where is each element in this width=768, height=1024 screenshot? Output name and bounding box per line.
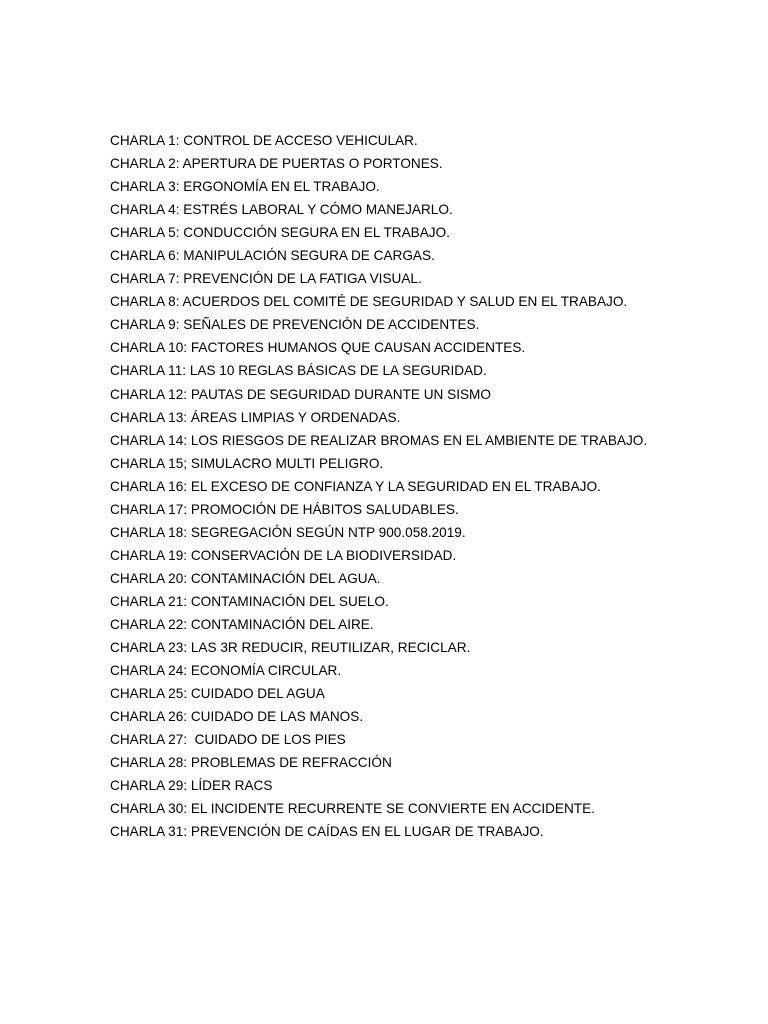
charla-item-30: CHARLA 30: EL INCIDENTE RECURRENTE SE CONVIERTE EN ACCIDENTE. (110, 801, 595, 817)
charla-item-15: CHARLA 15; SIMULACRO MULTI PELIGRO. (110, 455, 384, 471)
charla-item-9: CHARLA 9: SEÑALES DE PREVENCIÓN DE ACCIDENTES. (110, 317, 480, 333)
charla-item-14: CHARLA 14: LOS RIESGOS DE REALIZAR BROMAS EN EL AMBIENTE DE TRABAJO. (110, 432, 648, 448)
charla-item-21: CHARLA 21: CONTAMINACIÓN DEL SUELO. (110, 593, 389, 609)
charla-item-19: CHARLA 19: CONSERVACIÓN DE LA BIODIVERSIDAD. (110, 547, 457, 563)
charla-list (110, 129, 750, 843)
charla-item-18: CHARLA 18: SEGREGACIÓN SEGÚN NTP 900.058.2019. (110, 524, 466, 540)
charla-item-29: CHARLA 29: LÍDER RACS (110, 778, 273, 794)
charla-item-3: CHARLA 3: ERGONOMÍA EN EL TRABAJO. (110, 179, 380, 195)
charla-item-28: CHARLA 28: PROBLEMAS DE REFRACCIÓN (110, 755, 392, 771)
charla-item-13: CHARLA 13: ÁREAS LIMPIAS Y ORDENADAS. (110, 409, 401, 425)
charla-item-26: CHARLA 26: CUIDADO DE LAS MANOS. (110, 709, 364, 725)
charla-item-11: CHARLA 11: LAS 10 REGLAS BÁSICAS DE LA SEGURIDAD. (110, 363, 487, 379)
charla-item-12: CHARLA 12: PAUTAS DE SEGURIDAD DURANTE UN SISMO (110, 386, 491, 402)
charla-item-8: CHARLA 8: ACUERDOS DEL COMITÉ DE SEGURIDAD Y SALUD EN EL TRABAJO. (110, 294, 628, 310)
charla-item-23: CHARLA 23: LAS 3R REDUCIR, REUTILIZAR, RECICLAR. (110, 640, 471, 656)
charla-item-10: CHARLA 10: FACTORES HUMANOS QUE CAUSAN ACCIDENTES. (110, 340, 526, 356)
charla-item-4: CHARLA 4: ESTRÉS LABORAL Y CÓMO MANEJARLO. (110, 202, 453, 218)
charla-item-17: CHARLA 17: PROMOCIÓN DE HÁBITOS SALUDABLES. (110, 501, 459, 517)
charla-item-31: CHARLA 31: PREVENCIÓN DE CAÍDAS EN EL LUGAR DE TRABAJO. (110, 824, 544, 840)
charla-item-16: CHARLA 16: EL EXCESO DE CONFIANZA Y LA SEGURIDAD EN EL TRABAJO. (110, 478, 601, 494)
charla-item-5: CHARLA 5: CONDUCCIÓN SEGURA EN EL TRABAJO. (110, 225, 450, 241)
charla-item-24: CHARLA 24: ECONOMÍA CIRCULAR. (110, 663, 342, 679)
charla-item-7: CHARLA 7: PREVENCIÓN DE LA FATIGA VISUAL. (110, 271, 422, 287)
charla-item-20: CHARLA 20: CONTAMINACIÓN DEL AGUA. (110, 570, 381, 586)
charla-item-1: CHARLA 1: CONTROL DE ACCESO VEHICULAR. (110, 133, 418, 148)
charla-item-25: CHARLA 25: CUIDADO DEL AGUA (110, 686, 325, 702)
charla-item-2: CHARLA 2: APERTURA DE PUERTAS O PORTONES. (110, 156, 443, 172)
charla-item-27: CHARLA 27: CUIDADO DE LOS PIES (110, 732, 346, 748)
charla-item-6: CHARLA 6: MANIPULACIÓN SEGURA DE CARGAS. (110, 248, 435, 264)
charla-item-22: CHARLA 22: CONTAMINACIÓN DEL AIRE. (110, 616, 374, 632)
